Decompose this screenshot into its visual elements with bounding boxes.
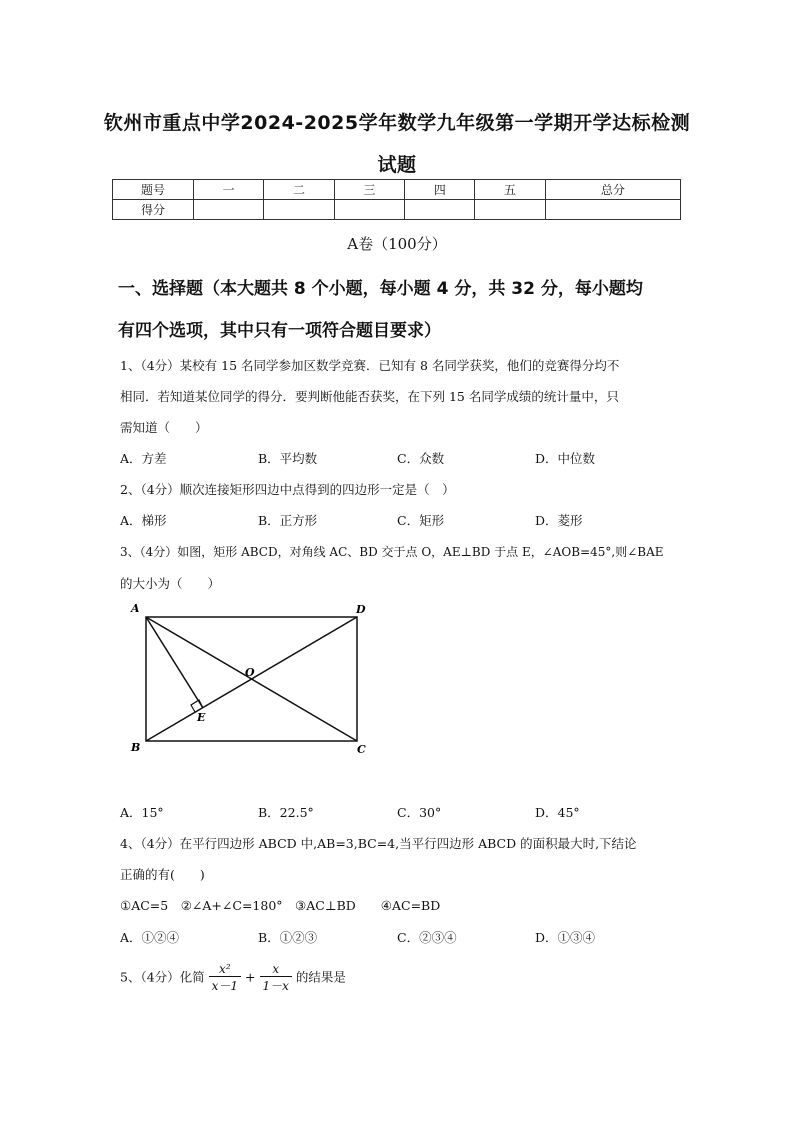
document-title-line2: 试题 <box>377 154 417 176</box>
q4-option-c: C．②③④ <box>397 930 457 945</box>
q2-option-c: C．矩形 <box>397 513 445 528</box>
label-d: D <box>356 603 366 616</box>
score-cell <box>334 200 404 220</box>
table-cell: 二 <box>264 180 334 200</box>
fraction-1-numerator: x² <box>209 962 241 977</box>
plus-sign: + <box>245 969 256 985</box>
document-title-line1: 钦州市重点中学2024-2025学年数学九年级第一学期开学达标检测 <box>103 112 691 134</box>
fraction-1 <box>209 962 241 994</box>
q3-option-c: C．30° <box>397 805 442 820</box>
q4-option-a: A．①②④ <box>120 930 180 945</box>
fraction-2 <box>260 962 292 994</box>
fraction-2-denominator: 1－x <box>262 979 289 993</box>
question-3-line1: 3、（4分）如图，矩形 ABCD，对角线 AC、BD 交于点 O，AE⊥BD 于点 E，∠AOB=45°,则∠BAE <box>120 545 664 559</box>
score-cell <box>264 200 334 220</box>
table-cell: 三 <box>334 180 404 200</box>
question-5-line <box>120 962 346 994</box>
score-cell <box>545 200 680 220</box>
section-heading-line2: 有四个选项，其中只有一项符合题目要求） <box>118 321 441 341</box>
table-cell: 四 <box>405 180 475 200</box>
q4-option-d: D．①③④ <box>535 930 596 945</box>
table-cell: 总分 <box>545 180 680 200</box>
q2-option-d: D．菱形 <box>535 513 583 528</box>
fraction-1-denominator: x－1 <box>211 979 239 993</box>
q1-option-d: D．中位数 <box>535 451 596 466</box>
label-a: A <box>131 602 140 615</box>
section-heading-line1: 一、选择题（本大题共 8 个小题，每小题 4 分，共 32 分，每小题均 <box>118 279 643 299</box>
question-1-line3: 需知道（ ） <box>120 420 208 435</box>
question-1-line2: 相同．若知道某位同学的得分．要判断他能否获奖，在下列 15 名同学成绩的统计量中，只 <box>120 389 619 404</box>
paper-section-heading: A卷（100分） <box>347 235 447 253</box>
score-table <box>112 179 681 220</box>
q3-option-b: B．22.5° <box>258 805 314 820</box>
score-table-header-row <box>113 180 681 200</box>
question-4-line1: 4、（4分）在平行四边形 ABCD 中,AB=3,BC=4,当平行四边形 ABCD 的面积最大时,下结论 <box>120 836 637 851</box>
question-1-line1: 1、（4分）某校有 15 名同学参加区数学竞赛．已知有 8 名同学获奖，他们的竞赛得分均不 <box>120 358 620 373</box>
q3-option-a: A．15° <box>120 805 164 820</box>
question-3-line2: 的大小为（ ） <box>120 576 221 591</box>
table-cell: 五 <box>475 180 545 200</box>
q1-option-b: B．平均数 <box>258 451 318 466</box>
q1-option-c: C．众数 <box>397 451 445 466</box>
rectangle-diagram <box>125 600 375 760</box>
label-b: B <box>131 741 141 754</box>
score-cell <box>194 200 264 220</box>
label-e: E <box>197 711 206 724</box>
score-table-score-row <box>113 200 681 220</box>
score-cell <box>475 200 545 220</box>
q4-option-b: B．①②③ <box>258 930 318 945</box>
q3-option-d: D．45° <box>535 805 580 820</box>
table-cell: 题号 <box>113 180 194 200</box>
table-cell: 得分 <box>113 200 194 220</box>
q2-option-b: B．正方形 <box>258 513 318 528</box>
fraction-2-numerator: x <box>260 962 292 977</box>
question-5-prefix: 5、（4分）化简 <box>120 969 205 985</box>
q2-option-a: A．梯形 <box>120 513 167 528</box>
label-c: C <box>357 743 366 756</box>
score-cell <box>405 200 475 220</box>
perpendicular-ae <box>146 617 203 708</box>
question-4-line3: ①AC=5 ②∠A+∠C=180° ③AC⊥BD ④AC=BD <box>120 898 441 913</box>
label-o: O <box>245 666 255 679</box>
table-cell: 一 <box>194 180 264 200</box>
q1-option-a: A．方差 <box>120 451 167 466</box>
question-4-line2: 正确的有( ) <box>120 867 205 882</box>
question-5-suffix: 的结果是 <box>295 969 346 985</box>
question-2-line1: 2、（4分）顺次连接矩形四边中点得到的四边形一定是（ ） <box>120 482 455 497</box>
